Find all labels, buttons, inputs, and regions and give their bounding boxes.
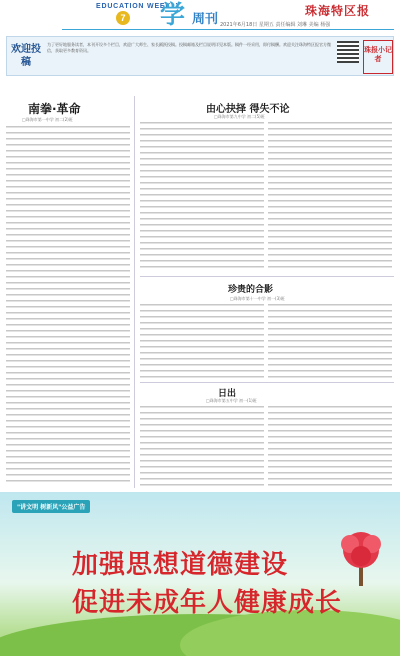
newspaper-brand-logo: 珠海特区报	[305, 4, 371, 18]
masthead-divider	[62, 29, 394, 30]
reporter-logo: 珠报小记者	[363, 40, 393, 74]
section-name: 周刊	[192, 12, 219, 27]
public-service-ad	[0, 492, 400, 656]
article-body-bottom-col2	[268, 406, 392, 486]
submission-tag: 欢迎投稿	[11, 44, 41, 68]
submission-banner	[6, 36, 394, 76]
ad-headline-2: 促进未成年人健康成长	[72, 588, 343, 618]
article-body-lower-col2	[268, 304, 392, 378]
article-body-lower-col1	[140, 304, 264, 378]
masthead	[0, 0, 400, 30]
article-body-bottom-col1	[140, 406, 264, 486]
section-divider	[140, 382, 394, 383]
edition-label: EDUCATION WEEKLY	[96, 3, 182, 10]
issue-info: 2021年6月18日 星期五 责任编辑 刘琳 美编 杨强	[220, 22, 331, 28]
article-title-bottom: 日出	[218, 389, 237, 399]
page-number-badge: 7	[116, 11, 130, 25]
section-divider	[140, 276, 394, 277]
qr-code-icon	[337, 41, 359, 63]
article-body-middle-col1	[140, 122, 264, 272]
article-byline-lower: □珠海市第十一中学 初一(3)班	[230, 296, 285, 301]
article-body-left	[6, 126, 130, 484]
article-body-middle-col2	[268, 122, 392, 272]
heart-tree-icon	[332, 528, 390, 588]
article-title-lower: 珍贵的合影	[228, 285, 274, 295]
column-divider	[134, 96, 135, 488]
ad-series-label: "讲文明 树新风"公益广告	[12, 500, 90, 513]
article-title-middle: 由心抉择 得失不论	[206, 104, 290, 115]
article-byline-bottom: □珠海市第五中学 初一(1)班	[206, 398, 257, 403]
submission-text: 为了更好地服务读者，本刊开设多个栏目，欢迎广大师生、家长踊跃投稿。投稿邮箱及栏目说明详见本版。稿件一经采用，即付稿酬。欢迎关注珠海特区报官方微信，获取更多教育资讯。	[47, 42, 331, 53]
article-byline-middle: □珠海市第九中学 初二(5)班	[214, 114, 265, 119]
section-char: 学	[160, 0, 186, 29]
article-byline-left: □珠海市第一中学 初二(2)班	[22, 117, 73, 122]
ad-headline-1: 加强思想道德建设	[72, 550, 289, 580]
article-title-left: 南拳·革命	[28, 102, 81, 116]
